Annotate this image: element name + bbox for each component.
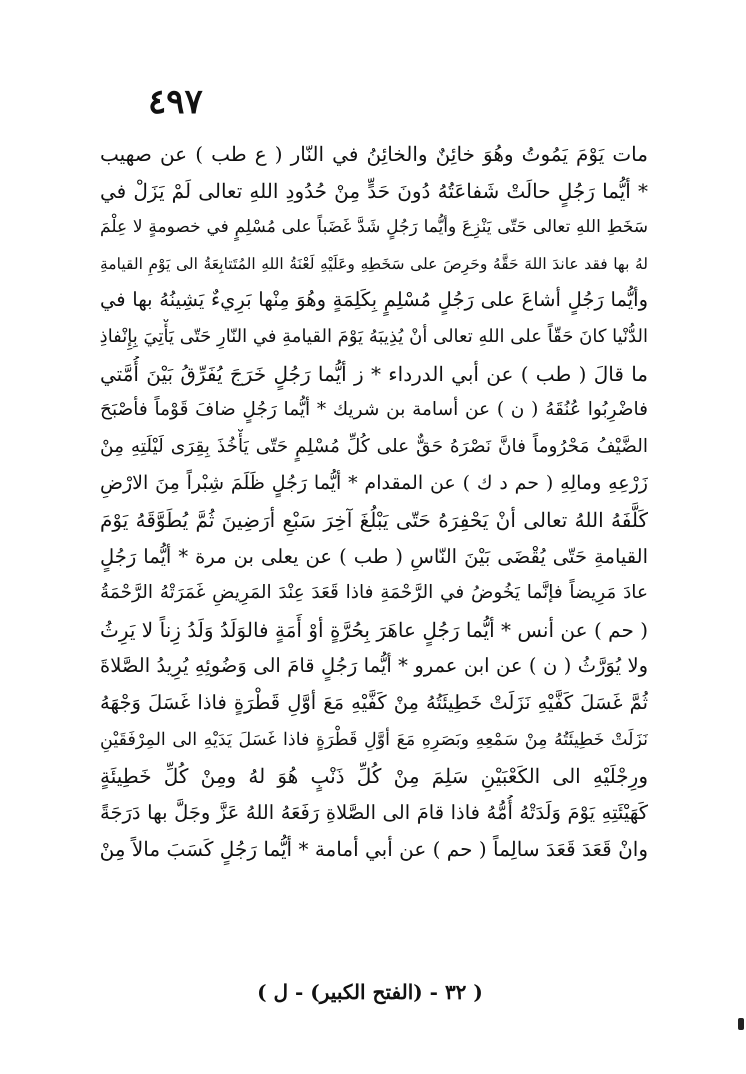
page-footer-signature: ( ٣٢ - (الفتح الكبير) - ل ) xyxy=(257,980,483,1004)
text-line: ( حم ) عن أنس * أيُّما رَجُلٍ عاهَرَ بِحُرَّةٍ أوْ أَمَةٍ فالوَلَدُ وَلَدُ زِناً لا يَرِثُ xyxy=(100,617,648,642)
page-body-text xyxy=(100,136,648,868)
text-line: ورِجْلَيْهِ الى الكَعْبَيْنِ سَلِمَ مِنْ كُلِّ ذَنْبٍ هُوَ لهُ ومِنْ كُلِّ خَطِيئَةٍ xyxy=(100,764,648,789)
text-line: كَهَيْئَتِهِ يَوْمَ وَلَدَتْهُ أُمُّهُ فاذا قامَ الى الصَّلاةِ رَفَعَهُ اللهُ عَزَّ وجَلَّ بها دَرَجَةً xyxy=(100,800,648,824)
text-line: لهُ بها فقد عاندَ اللهَ حَقَّهُ وحَرِصَ على سَخَطِهِ وعَلَيْهِ لَعْنَةُ اللهِ المُتَتابِعَةُ الى يَوْمِ القيامةِ xyxy=(100,254,648,273)
text-line: الضَّيْفُ مَحْرُوماً فانَّ نَصْرَهُ حَقٌّ على كُلِّ مُسْلِمٍ حَتّى يَأْخُذَ بِقِرَى لَيْلَتِهِ مِنْ xyxy=(100,435,648,457)
scan-edge-mark xyxy=(738,1018,744,1030)
text-line: نَزَلَتْ خَطِيئَتُهُ مِنْ سَمْعِهِ وبَصَرِهِ مَعَ أوَّلِ قَطْرَةٍ فاذا غَسَلَ يَدَيْهِ الى المِرْفَقَيْنِ xyxy=(100,729,648,750)
text-line: فاضْرِبُوا عُنُقَهُ ( ن ) عن أسامة بن شريك * أيُّما رَجُلٍ ضافَ قَوْماً فأصْبَحَ xyxy=(100,399,648,421)
text-line: * أيُّما رَجُلٍ حالَتْ شَفاعَتُهُ دُونَ حَدٍّ مِنْ حُدُودِ اللهِ تعالى لَمْ يَزَلْ في xyxy=(100,178,648,203)
text-line: سَخَطِ اللهِ تعالى حَتّى يَنْزِعَ وأيُّما رَجُلٍ شَدَّ غَضَباً على مُسْلِمٍ في خصومةٍ لا عِلْمَ xyxy=(100,217,648,238)
text-line: القيامةِ حَتّى يُقْضَى بَيْنَ النّاسِ ( طب ) عن يعلى بن مرة * أيُّما رَجُلٍ xyxy=(100,544,648,568)
text-line: وانْ قَعَدَ قَعَدَ سالِماً ( حم ) عن أبي أمامة * أيُّما رَجُلٍ كَسَبَ مالاً مِنْ xyxy=(100,837,648,862)
text-line: وأيُّما رَجُلٍ أشاعَ على رَجُلٍ مُسْلِمٍ بِكَلِمَةٍ وهُوَ مِنْها بَرِيءٌ يَشِينُهُ بها في xyxy=(100,288,648,312)
page-number: ٤٩٧ xyxy=(148,82,203,122)
text-line: عادَ مَرِيضاً فإنَّما يَخُوضُ في الرَّحْمَةِ فاذا قَعَدَ عِنْدَ المَرِيضِ غَمَرَتْهُ الرَّحْمَةُ xyxy=(100,582,648,604)
text-line: زَرْعِهِ ومالِهِ ( حم د ك ) عن المقدام * أيُّما رَجُلٍ ظَلَمَ شِبْراً مِنَ الارْضِ xyxy=(100,472,648,495)
text-line: ولا يُوَرَّثُ ( ن ) عن ابن عمرو * أيُّما رَجُلٍ قامَ الى وَضُوئِهِ يُرِيدُ الصَّلاةَ xyxy=(100,654,648,678)
text-line: ثُمَّ غَسَلَ كَفَّيْهِ نَزَلَتْ خَطِيئَتُهُ مِنْ كَفَّيْهِ مَعَ أوَّلِ قَطْرَةٍ فاذا غَسَلَ وَجْهَهُ xyxy=(100,690,648,714)
text-line: مات يَوْمَ يَمُوتُ وهُوَ خائِنٌ والخائِنُ في النّار ( ع طب ) عن صهيب xyxy=(100,142,648,166)
text-line: الدُّنْيا كانَ حَقّاً على اللهِ تعالى أنْ يُذِيبَهُ يَوْمَ القيامةِ في النّارِ حَتّى يَأْتِيَ بِإِنْفاذِ xyxy=(100,325,648,347)
text-line: كَلَّفَهُ اللهُ تعالى أنْ يَحْفِرَهُ حَتّى يَبْلُغَ آخِرَ سَبْعِ أرَضِينَ ثُمَّ يُطَوَّقَهُ يَوْمَ xyxy=(100,507,648,532)
text-line: ما قالَ ( طب ) عن أبي الدرداء * ز أيُّما رَجُلٍ خَرَجَ يُفَرِّقُ بَيْنَ أُمَّتي xyxy=(100,361,648,386)
